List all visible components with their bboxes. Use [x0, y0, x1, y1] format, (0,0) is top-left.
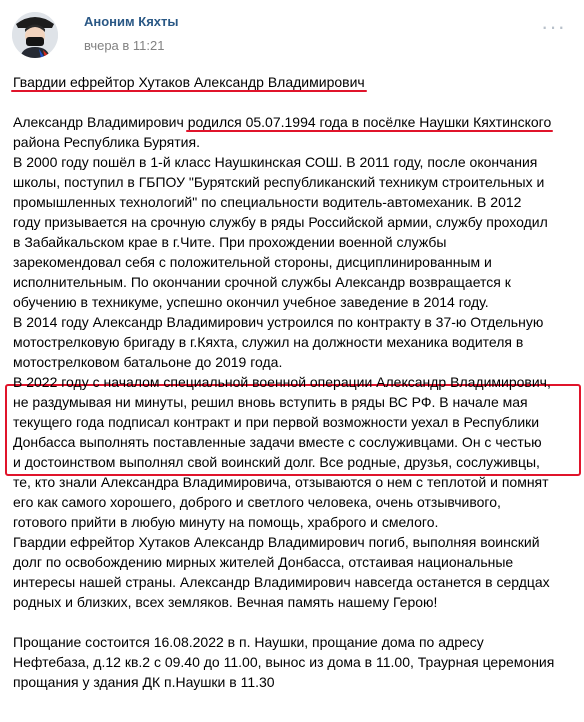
text-line: В 2022 году с началом специальной военной операции Александр Владимирович, — [13, 374, 551, 390]
farewell-line: Прощание состоится 16.08.2022 в п. Наушки, прощание дома по адресу — [13, 634, 484, 650]
text-line: году призывается на срочную службу в ряды Российской армии, службу проходил — [13, 214, 548, 230]
farewell-line: прощания у здания ДК п.Наушки в 11.30 — [13, 674, 275, 690]
text-line: школы, поступил в ГБПОУ "Бурятский республиканский техникум строительных и — [13, 174, 545, 190]
text-line: не раздумывая ни минуты, решил вновь вступить в ряды ВС РФ. В начале мая — [13, 394, 528, 410]
title-text: Гвардии ефрейтор Хутаков Александр Владимирович — [13, 74, 365, 90]
birth-highlight: родился 05.07.1994 года в посёлке Наушки Кяхтинского — [187, 114, 552, 130]
text-line: в Забайкальском крае в г.Чите. При прохождении военной службы — [13, 234, 447, 250]
text-line: зарекомендовал себя с положительной стороны, дисциплинированным и — [13, 254, 492, 270]
body-lines — [13, 132, 581, 612]
post-header — [0, 0, 584, 70]
intro-before: Александр Владимирович — [13, 114, 188, 130]
text-line: промышленных технологий" по специальности водитель-автомеханик. В 2012 — [13, 194, 522, 210]
text-line: обучению в техникуме, успешно окончил учебное заведение в 2014 году. — [13, 294, 489, 310]
avatar[interactable] — [12, 12, 58, 58]
text-line: его как самого хорошего, доброго и светлого человека, очень отзывчивого, — [13, 494, 501, 510]
text-line: интересы нашей страны. Александр Владимирович навсегда останется в сердцах — [13, 574, 550, 590]
text-line: Донбасса выполнять поставленные задачи вместе с сослуживцами. Он с честью — [13, 434, 542, 450]
text-line: исполнительным. По окончании срочной службы Александр возвращается к — [13, 274, 511, 290]
post-time[interactable]: вчера в 11:21 — [84, 38, 165, 53]
text-line: те, кто знали Александра Владимировича, отзываются о нем с теплотой и помнят — [13, 474, 549, 490]
text-line: В 2000 году пошёл в 1-й класс Наушкинская СОШ. В 2011 году, после окончания — [13, 154, 538, 170]
text-line: и достоинством выполнял свой воинский долг. Все родные, друзья, сослуживцы, — [13, 454, 540, 470]
text-line: мотострелковом батальоне до 2019 года. — [13, 354, 283, 370]
post-title — [13, 72, 581, 92]
text-line: готового прийти в любую минуту на помощь, храброго и смелого. — [13, 514, 439, 530]
text-line: текущего года подписал контракт и при первой возможности уехал в Республики — [13, 414, 540, 430]
text-line: родных и близких, всех земляков. Вечная память нашему Герою! — [13, 594, 438, 610]
masked-person-avatar-icon — [12, 12, 58, 58]
text-line: В 2014 году Александр Владимирович устроился по контракту в 37-ю Отдельную — [13, 314, 544, 330]
text-line: района Республика Бурятия. — [13, 134, 200, 150]
author-name[interactable]: Аноним Кяхты — [84, 14, 179, 29]
text-line: Гвардии ефрейтор Хутаков Александр Владимирович погиб, выполняя воинский — [13, 534, 540, 550]
text-line: долг по освобождению мирных жителей Донбасса, отстаивая национальные — [13, 554, 514, 570]
farewell-lines — [13, 632, 581, 692]
text-line: мотострелковую бригаду в г.Кяхта, служил на должности механика водителя в — [13, 334, 524, 350]
intro-line — [13, 112, 581, 132]
farewell-line: Нефтебаза, д.12 кв.2 с 09.40 до 11.00, вынос из дома в 11.00, Траурная церемония — [13, 654, 555, 670]
more-dots-icon[interactable]: ··· — [541, 14, 566, 39]
post-text — [13, 72, 581, 692]
